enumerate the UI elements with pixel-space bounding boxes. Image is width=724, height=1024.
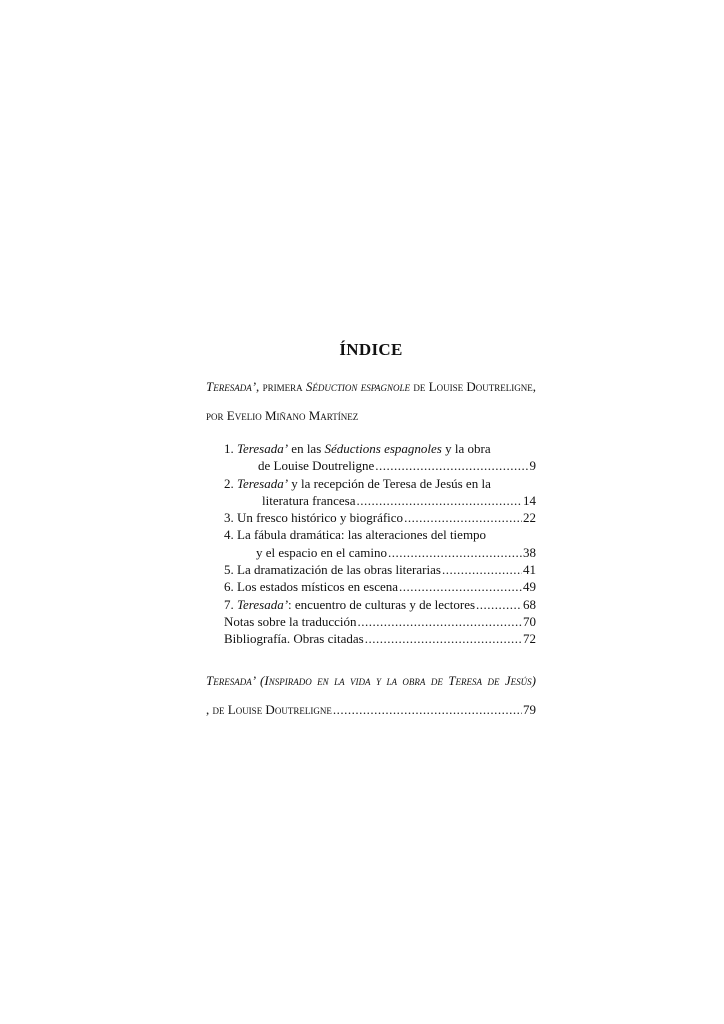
dot-leader bbox=[476, 596, 522, 613]
toc-entry: 5. La dramatización de las obras literarias ..... 41 bbox=[224, 561, 536, 578]
section-heading-study: Teresada’, primera Séduction espagnole de Louise Doutreligne, por Evelio Miñano Martínez bbox=[206, 379, 536, 423]
page-number: 14 bbox=[523, 492, 536, 508]
toc-entry: 6. Los estados místicos en escena ..... 49 bbox=[224, 578, 536, 595]
dot-leader bbox=[404, 509, 522, 526]
play-title: Teresada’ (Inspirado en la vida y la obra de Teresa de Jesús) bbox=[206, 673, 536, 688]
dot-leader bbox=[375, 457, 528, 474]
toc-entry: Notas sobre la traducción ..... 70 bbox=[224, 613, 536, 630]
toc-entry: 4. La fábula dramática: las alteraciones del tiempo y el espacio en el camino ..... 38 bbox=[224, 526, 536, 561]
page-number: 22 bbox=[523, 510, 536, 526]
toc-entry: 1. Teresada’ en las Séductions espagnoles y la obra de Louise Doutreligne ..... 9 bbox=[224, 440, 536, 475]
toc-entry: 3. Un fresco histórico y biográfico ..... 22 bbox=[224, 509, 536, 526]
dot-leader bbox=[365, 630, 522, 647]
section-heading-play-end: , de Louise Doutreligne ..... 79 bbox=[206, 695, 536, 724]
dot-leader bbox=[357, 613, 522, 630]
dot-leader bbox=[442, 561, 522, 578]
section-heading-play bbox=[206, 666, 536, 695]
page-number: 38 bbox=[523, 544, 536, 560]
dot-leader bbox=[356, 492, 522, 509]
page-number: 68 bbox=[523, 596, 536, 612]
page-number: 70 bbox=[523, 613, 536, 629]
work-title: Teresada’ bbox=[206, 379, 257, 394]
toc-entry: 2. Teresada’ y la recepción de Teresa de Jesús en la literatura francesa ..... 14 bbox=[224, 475, 536, 510]
work-subtitle: Séduction espagnole bbox=[305, 379, 411, 394]
toc-entry: 7. Teresada’: encuentro de culturas y de lectores ..... 68 bbox=[224, 596, 536, 613]
page-number: 9 bbox=[529, 458, 536, 474]
page-number: 41 bbox=[523, 562, 536, 578]
page-number: 49 bbox=[523, 579, 536, 595]
table-of-contents bbox=[224, 440, 536, 648]
page-title: ÍNDICE bbox=[339, 340, 403, 359]
page-number: 79 bbox=[523, 702, 536, 717]
dot-leader bbox=[399, 578, 522, 595]
dot-leader bbox=[333, 695, 522, 724]
toc-entry: Bibliografía. Obras citadas ..... 72 bbox=[224, 630, 536, 647]
page-number: 72 bbox=[523, 631, 536, 647]
dot-leader bbox=[388, 544, 522, 561]
